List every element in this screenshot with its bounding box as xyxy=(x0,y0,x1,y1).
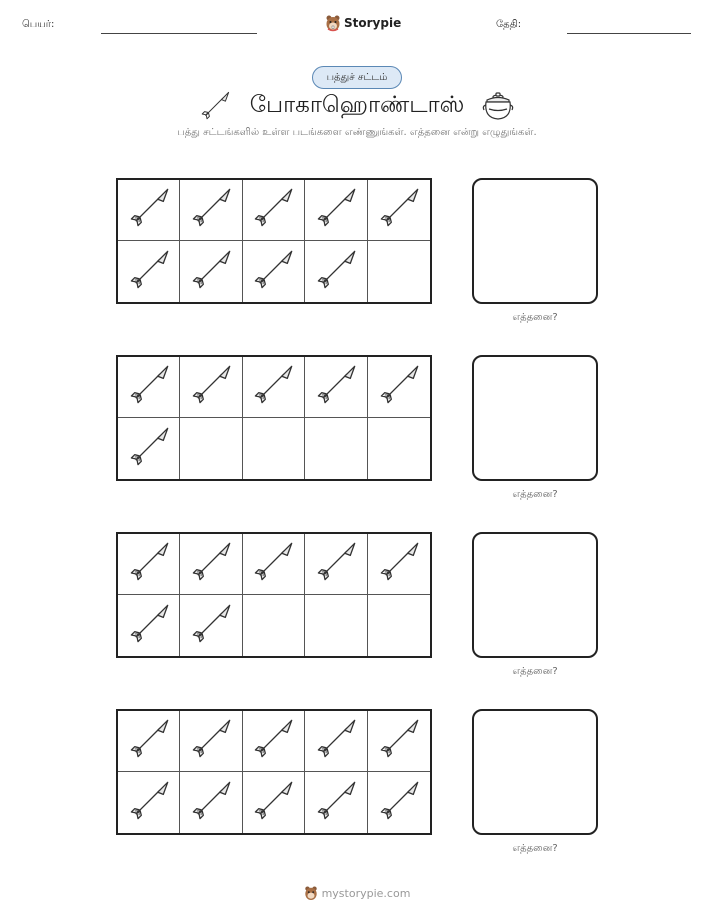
frame-cell xyxy=(368,595,430,656)
arrow-icon xyxy=(314,248,358,296)
frame-cell xyxy=(118,357,180,418)
frame-cell xyxy=(118,180,180,241)
arrow-icon xyxy=(314,186,358,234)
frame-cell xyxy=(368,418,430,479)
page-title: போகாஹொண்டாஸ் xyxy=(249,92,465,118)
arrow-icon xyxy=(127,602,171,650)
date-label: தேதி: xyxy=(496,19,522,30)
arrow-icon xyxy=(189,363,233,411)
frame-cell xyxy=(305,534,367,595)
frame-cell xyxy=(180,241,242,302)
frame-cell xyxy=(243,357,305,418)
arrow-icon xyxy=(314,540,358,588)
frame-cell xyxy=(368,534,430,595)
frame-cell xyxy=(180,711,242,772)
arrow-icon xyxy=(127,779,171,827)
arrow-icon xyxy=(314,779,358,827)
frame-cell xyxy=(243,418,305,479)
arrow-icon xyxy=(127,248,171,296)
frame-cell xyxy=(118,711,180,772)
arrow-icon xyxy=(127,425,171,473)
arrow-icon xyxy=(251,363,295,411)
frame-cell xyxy=(368,241,430,302)
how-many-label-2: எத்தனை? xyxy=(512,489,558,500)
arrow-icon xyxy=(377,717,421,765)
date-line[interactable] xyxy=(567,33,691,34)
arrow-icon xyxy=(377,186,421,234)
name-line[interactable] xyxy=(101,33,257,34)
frame-cell xyxy=(305,772,367,833)
answer-box-1[interactable] xyxy=(472,178,598,304)
arrow-icon xyxy=(314,717,358,765)
answer-box-4[interactable] xyxy=(472,709,598,835)
ten-frame-3 xyxy=(116,532,432,658)
how-many-label-1: எத்தனை? xyxy=(512,312,558,323)
pot-icon xyxy=(481,90,515,126)
frame-cell xyxy=(180,534,242,595)
arrow-icon xyxy=(251,248,295,296)
frame-cell xyxy=(305,357,367,418)
footer-site: mystorypie.com xyxy=(321,886,411,900)
beaver-mascot-icon xyxy=(304,885,318,901)
frame-cell xyxy=(368,772,430,833)
how-many-label-4: எத்தனை? xyxy=(512,843,558,854)
arrow-icon xyxy=(127,363,171,411)
frame-cell xyxy=(118,241,180,302)
how-many-label-3: எத்தனை? xyxy=(512,666,558,677)
arrow-icon xyxy=(251,779,295,827)
frame-cell xyxy=(180,357,242,418)
answer-box-3[interactable] xyxy=(472,532,598,658)
instructions: பத்து சட்டங்களில் உள்ள படங்களை எண்ணுங்கள். எத்தனை என்று எழுதுங்கள். xyxy=(177,127,537,138)
footer xyxy=(0,885,714,901)
arrow-icon xyxy=(189,779,233,827)
frame-cell xyxy=(243,534,305,595)
beaver-mascot-icon xyxy=(325,14,341,32)
frame-cell xyxy=(118,595,180,656)
frame-cell xyxy=(118,418,180,479)
frame-cell xyxy=(118,534,180,595)
brand-name: Storypie xyxy=(344,16,402,30)
frame-cell xyxy=(368,711,430,772)
arrow-icon xyxy=(127,186,171,234)
answer-box-2[interactable] xyxy=(472,355,598,481)
arrow-icon xyxy=(189,248,233,296)
arrow-icon xyxy=(127,540,171,588)
frame-cell xyxy=(243,180,305,241)
name-label: பெயர்: xyxy=(22,19,55,30)
frame-cell xyxy=(243,595,305,656)
frame-cell xyxy=(305,180,367,241)
frame-cell xyxy=(305,711,367,772)
frame-cell xyxy=(305,418,367,479)
frame-cell xyxy=(118,772,180,833)
arrow-icon xyxy=(251,186,295,234)
arrow-icon xyxy=(251,717,295,765)
arrow-icon xyxy=(189,602,233,650)
frame-cell xyxy=(180,418,242,479)
arrow-icon xyxy=(189,717,233,765)
worksheet-type-badge: பத்துச் சட்டம் xyxy=(312,66,402,89)
arrow-icon xyxy=(314,363,358,411)
arrow-icon xyxy=(189,186,233,234)
frame-cell xyxy=(305,595,367,656)
frame-cell xyxy=(243,711,305,772)
arrow-icon xyxy=(127,717,171,765)
frame-cell xyxy=(180,180,242,241)
arrow-icon xyxy=(251,540,295,588)
arrow-icon xyxy=(189,540,233,588)
arrow-icon xyxy=(377,779,421,827)
frame-cell xyxy=(243,241,305,302)
frame-cell xyxy=(368,180,430,241)
frame-cell xyxy=(180,772,242,833)
arrow-icon xyxy=(377,540,421,588)
frame-cell xyxy=(368,357,430,418)
ten-frame-4 xyxy=(116,709,432,835)
frame-cell xyxy=(180,595,242,656)
ten-frame-2 xyxy=(116,355,432,481)
brand-logo xyxy=(325,13,401,33)
frame-cell xyxy=(243,772,305,833)
arrow-icon xyxy=(377,363,421,411)
frame-cell xyxy=(305,241,367,302)
ten-frame-1 xyxy=(116,178,432,304)
